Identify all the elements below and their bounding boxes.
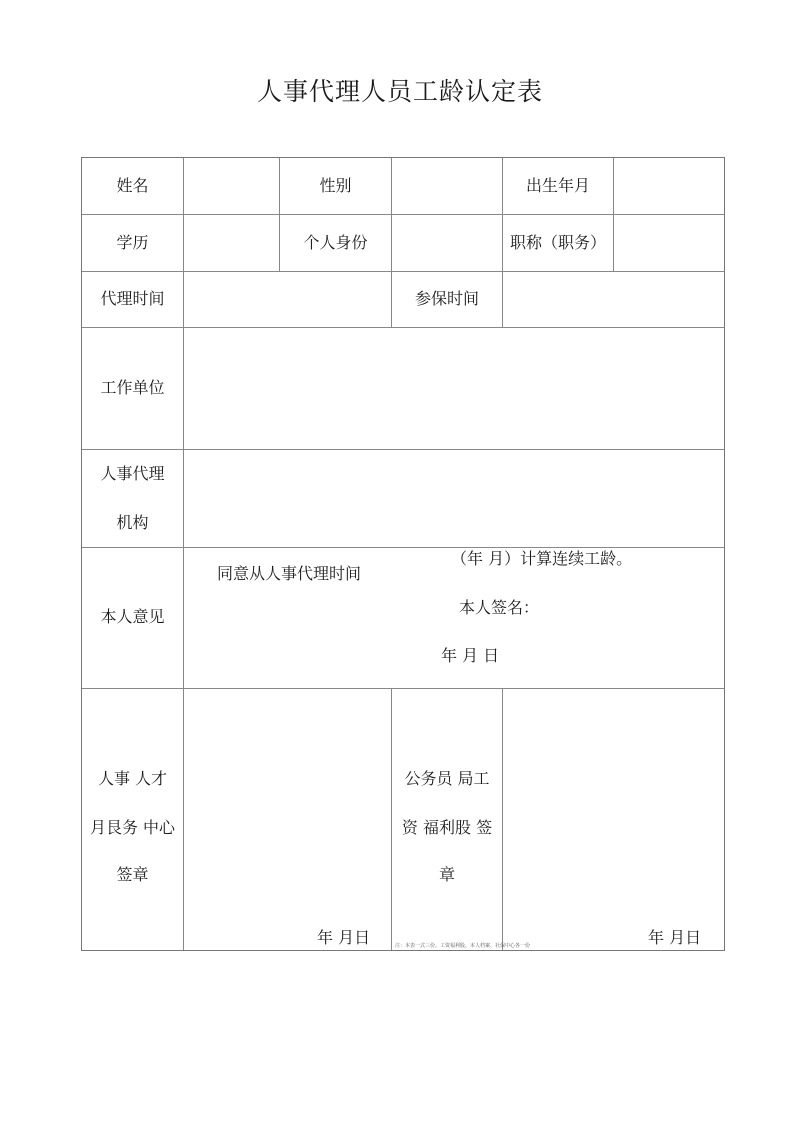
- insurance-time-label: 参保时间: [414, 289, 479, 308]
- name-label: 姓名: [116, 176, 149, 195]
- bureau-date: 年 月日: [648, 928, 702, 947]
- identity-field[interactable]: [392, 215, 502, 271]
- birth-date-label: 出生年月: [525, 176, 590, 195]
- bureau-stamp-area[interactable]: [503, 689, 724, 929]
- form-title: 人事代理人员工龄认定表: [256, 77, 543, 106]
- agency-org-label-line1: 人事代理: [100, 464, 165, 483]
- birth-date-field[interactable]: [614, 158, 724, 214]
- talent-center-label-line2: 月艮务 中心: [89, 818, 176, 837]
- education-label: 学历: [116, 233, 149, 252]
- job-title-label: 职称（职务）: [509, 233, 606, 252]
- talent-center-stamp-area[interactable]: [184, 689, 391, 929]
- agree-statement: 同意从人事代理时间: [217, 564, 362, 583]
- copies-note: 注：本表一式三份。工资福利股、本人档案、社保中心各一份: [395, 943, 531, 949]
- insurance-time-field[interactable]: [503, 272, 724, 327]
- signature-field[interactable]: [542, 594, 712, 622]
- agency-org-field[interactable]: [184, 450, 724, 547]
- talent-center-label-line1: 人事 人才: [97, 769, 168, 788]
- row-divider: [82, 547, 724, 548]
- gender-field[interactable]: [392, 158, 502, 214]
- talent-center-label-line3: 签章: [116, 865, 149, 884]
- agency-time-field[interactable]: [184, 272, 391, 327]
- talent-center-date: 年 月日: [317, 928, 371, 947]
- name-field[interactable]: [184, 158, 279, 214]
- identity-label: 个人身份: [303, 233, 368, 252]
- opinion-date: 年 月 日: [441, 646, 500, 665]
- gender-label: 性别: [319, 176, 352, 195]
- opinion-label: 本人意见: [100, 607, 165, 626]
- column-divider: [279, 158, 280, 271]
- education-field[interactable]: [184, 215, 279, 271]
- agency-org-label-line2: 机构: [116, 513, 149, 532]
- civil-service-bureau-label-line2: 资 福利股 签: [401, 818, 493, 837]
- civil-service-bureau-label-line3: 章: [438, 865, 455, 884]
- signature-label: 本人签名：: [459, 598, 540, 617]
- job-title-field[interactable]: [614, 215, 724, 271]
- seniority-form-table: [81, 157, 725, 951]
- agency-time-label: 代理时间: [100, 289, 165, 308]
- civil-service-bureau-label-line1: 公务员 局工: [404, 769, 490, 788]
- calc-statement: （年 月）计算连续工龄。: [451, 549, 633, 568]
- work-unit-label: 工作单位: [100, 378, 165, 397]
- work-unit-field[interactable]: [184, 328, 724, 449]
